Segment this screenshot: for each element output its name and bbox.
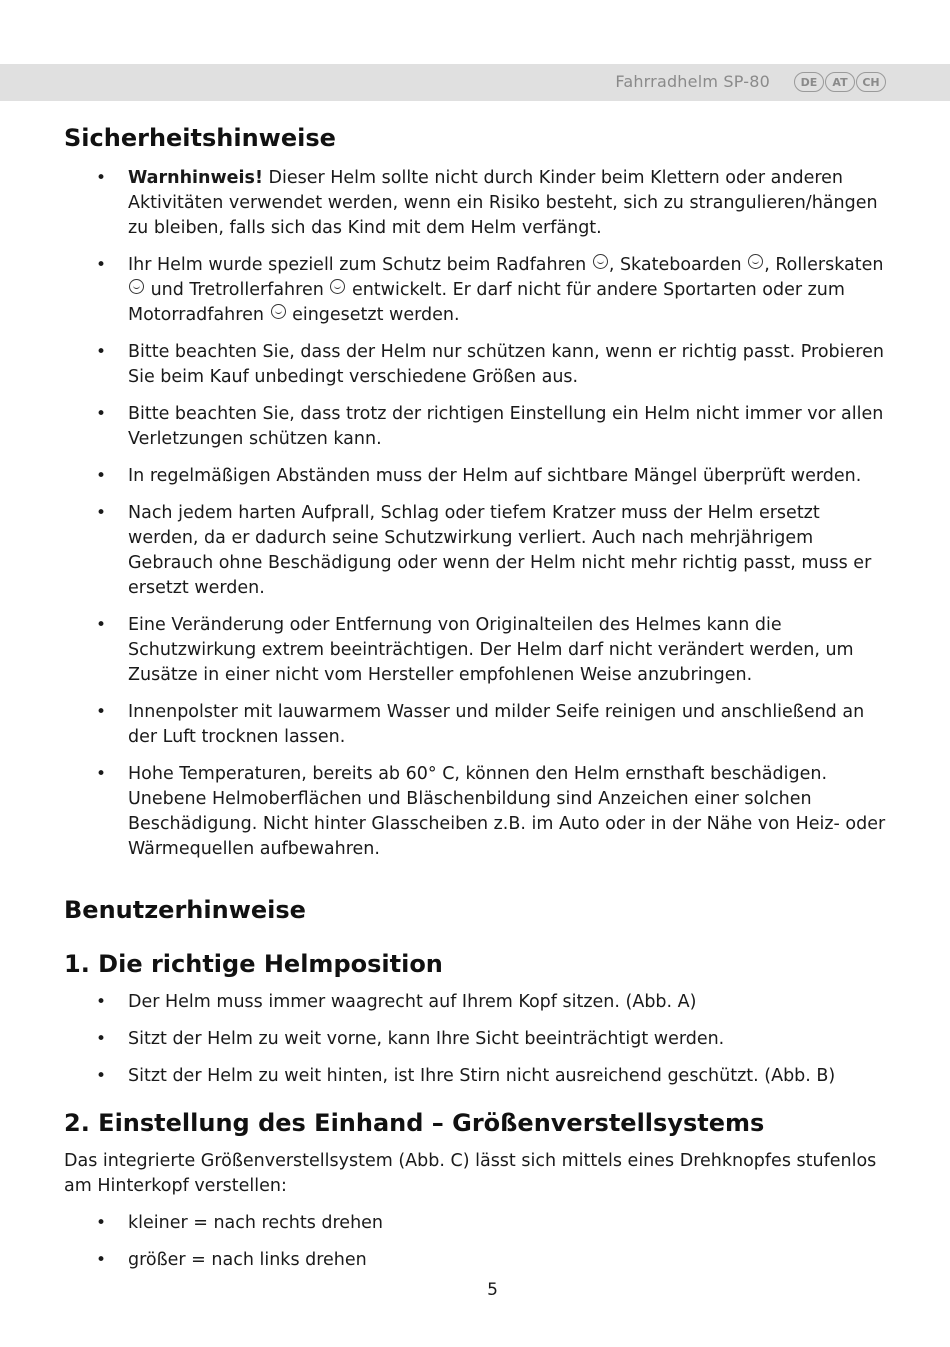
- list-item-text: Nach jedem harten Aufprall, Schlag oder tiefem Kratzer muss der Helm ersetzt werden, da er dadurch seine Schutzwirkung verliert. Auch nach mehrjährigem Gebrauch ohne Beschädigung oder wenn der Helm nicht mehr richtig passt, muss er ersetzt werden.: [128, 503, 872, 598]
- list-item: [64, 166, 894, 241]
- country-badge-at: AT: [825, 72, 855, 92]
- list-item-text: Ihr Helm wurde speziell zum Schutz beim Radfahren: [128, 255, 592, 275]
- bicycle-icon: [593, 254, 608, 269]
- warning-label: Warnhinweis!: [128, 168, 263, 188]
- rollerskate-icon: [129, 279, 144, 294]
- list-item: [64, 1064, 894, 1089]
- list-item-text: Hohe Temperaturen, bereits ab 60° C, können den Helm ernsthaft beschädigen. Unebene Helmoberflächen und Bläschenbildung sind Anzeichen einer solchen Beschädigung. Nicht hinter Glasscheiben z.B. im Auto oder in der Nähe von Heiz- oder Wärmequellen aufbewahren.: [128, 764, 886, 859]
- bullet: •: [96, 1029, 107, 1049]
- bullet: •: [96, 404, 107, 424]
- bullet: •: [96, 615, 107, 635]
- skateboard-icon: [748, 254, 763, 269]
- list-item: [64, 762, 894, 862]
- list-item: [64, 990, 894, 1015]
- list-item-text: Innenpolster mit lauwarmem Wasser und milder Seife reinigen und anschließend an der Luft trocknen lassen.: [128, 702, 865, 747]
- list-item: [64, 340, 894, 390]
- bullet: •: [96, 466, 107, 486]
- list-item: [64, 402, 894, 452]
- country-badge-ch: CH: [856, 72, 886, 92]
- list-item-text: Sitzt der Helm zu weit vorne, kann Ihre Sicht beeinträchtigt werden.: [128, 1029, 725, 1049]
- helmet-position-list: [64, 990, 894, 1089]
- list-item-text: Eine Veränderung oder Entfernung von Originalteilen des Helmes kann die Schutzwirkung extrem beeinträchtigen. Der Helm darf nicht verändert werden, um Zusätze in einer nicht vom Hersteller empfohlenen Weise anzubringen.: [128, 615, 854, 685]
- bullet: •: [96, 255, 107, 275]
- list-item: [64, 501, 894, 601]
- motorcycle-icon: [271, 304, 286, 319]
- list-item-text: Bitte beachten Sie, dass trotz der richtigen Einstellung ein Helm nicht immer vor allen Verletzungen schützen kann.: [128, 404, 884, 449]
- list-item-text: Der Helm muss immer waagrecht auf Ihrem Kopf sitzen. (Abb. A): [128, 992, 697, 1012]
- document-title: Fahrradhelm SP-80: [615, 72, 770, 91]
- list-item-text: , Rollerskaten: [764, 255, 884, 275]
- list-item: [64, 464, 894, 489]
- list-item-text: kleiner = nach rechts drehen: [128, 1213, 384, 1233]
- bullet: •: [96, 1213, 107, 1233]
- list-item-text: eingesetzt werden.: [286, 305, 460, 325]
- page-content: [64, 124, 894, 1285]
- bullet: •: [96, 168, 107, 188]
- bullet: •: [96, 342, 107, 362]
- bullet: •: [96, 992, 107, 1012]
- list-item-text: , Skateboarden: [608, 255, 748, 275]
- size-adjustment-intro: Das integrierte Größenverstellsystem (Abb. C) lässt sich mittels eines Drehknopfes stufenlos am Hinterkopf verstellen:: [64, 1151, 877, 1196]
- scooter-icon: [330, 279, 345, 294]
- list-item-text: Bitte beachten Sie, dass der Helm nur schützen kann, wenn er richtig passt. Probieren Sie beim Kauf unbedingt verschiedene Größen aus.: [128, 342, 884, 387]
- safety-list: [64, 166, 894, 862]
- bullet: •: [96, 1250, 107, 1270]
- user-notes-heading: Benutzerhinweise: [64, 896, 306, 924]
- bullet: •: [96, 702, 107, 722]
- size-adjustment-list: [64, 1211, 894, 1273]
- bullet: •: [96, 764, 107, 784]
- list-item-text: Dieser Helm sollte nicht durch Kinder beim Klettern oder anderen Aktivitäten verwendet werden, wenn ein Risiko besteht, sich zu strangulieren/hängen zu bleiben, falls sich das Kind mit dem Helm verfängt.: [128, 168, 878, 238]
- page-number: 5: [487, 1280, 498, 1300]
- list-item-text: und Tretrollerfahren: [145, 280, 330, 300]
- list-item-text: In regelmäßigen Abständen muss der Helm auf sichtbare Mängel überprüft werden.: [128, 466, 862, 486]
- size-adjustment-heading: 2. Einstellung des Einhand – Größenverstellsystems: [64, 1109, 765, 1137]
- country-badges: [793, 72, 886, 92]
- bullet: •: [96, 503, 107, 523]
- country-badge-de: DE: [794, 72, 824, 92]
- safety-heading: Sicherheitshinweise: [64, 124, 336, 152]
- list-item: [64, 253, 894, 328]
- list-item: [64, 1027, 894, 1052]
- helmet-position-heading: 1. Die richtige Helmposition: [64, 950, 443, 978]
- list-item-text: entwickelt. Er darf nicht für andere Sportarten oder zum Motorradfahren: [128, 280, 845, 325]
- bullet: •: [96, 1066, 107, 1086]
- list-item-text: Sitzt der Helm zu weit hinten, ist Ihre Stirn nicht ausreichend geschützt. (Abb. B): [128, 1066, 836, 1086]
- list-item: [64, 1248, 894, 1273]
- list-item: [64, 613, 894, 688]
- list-item: [64, 700, 894, 750]
- list-item: [64, 1211, 894, 1236]
- list-item-text: größer = nach links drehen: [128, 1250, 367, 1270]
